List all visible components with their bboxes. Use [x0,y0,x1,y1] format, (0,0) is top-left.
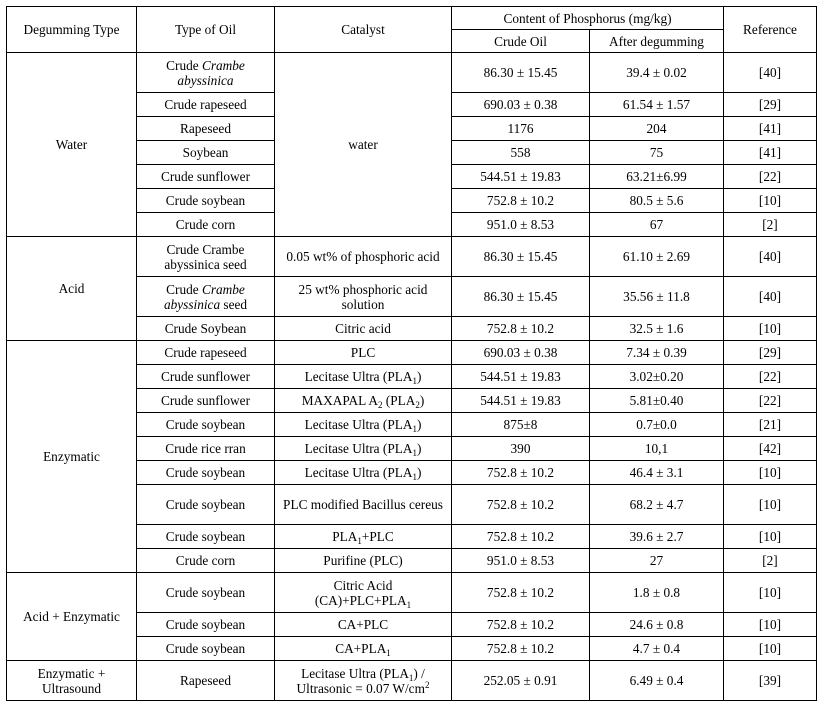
crude-cell: 1176 [452,117,590,141]
catalyst-text: ) [416,369,422,384]
crude-cell: 690.03 ± 0.38 [452,341,590,365]
catalyst-text: PLA [332,529,358,544]
oil-text: Crude [166,281,202,297]
crude-cell: 752.8 ± 10.2 [452,461,590,485]
catalyst-text: Lecitase Ultra (PLA [304,369,413,384]
catalyst-subscript: 1 [408,672,414,683]
oil-italic-text: Crambe abyssinica [163,281,245,312]
after-cell: 61.10 ± 2.69 [590,237,724,277]
catalyst-subscript: 1 [406,599,412,610]
oil-cell: Crude soybean [137,525,275,549]
header-crude-oil: Crude Oil [452,30,590,53]
oil-italic-text: Crambe abyssinica [177,57,245,88]
ref-cell: [22] [724,165,817,189]
table-row [7,661,817,701]
group-text: Enzymatic + [37,665,106,681]
ref-cell: [10] [724,461,817,485]
ref-cell: [10] [724,189,817,213]
ref-cell: [10] [724,637,817,661]
crude-cell: 752.8 ± 10.2 [452,637,590,661]
catalyst-text: Citric Acid [333,577,393,593]
after-cell: 67 [590,213,724,237]
after-cell: 4.7 ± 0.4 [590,637,724,661]
catalyst-cell [275,365,452,389]
catalyst-cell: Citric acid [275,317,452,341]
group-water: Water [7,53,137,237]
ref-cell: [40] [724,53,817,93]
oil-text: seed [220,296,248,312]
catalyst-text: MAXAPAL A [301,393,378,408]
catalyst-text: ) [416,417,422,432]
crude-cell: 252.05 ± 0.91 [452,661,590,701]
catalyst-text: Ultrasonic = 0.07 W/cm [296,680,425,696]
ref-cell: [41] [724,141,817,165]
catalyst-text: +PLC [361,529,394,544]
crude-cell: 951.0 ± 8.53 [452,213,590,237]
after-cell: 39.6 ± 2.7 [590,525,724,549]
oil-cell: Crude corn [137,213,275,237]
catalyst-cell [275,461,452,485]
group-text: Ultrasound [41,680,102,696]
after-cell: 32.5 ± 1.6 [590,317,724,341]
ref-cell: [39] [724,661,817,701]
crude-cell: 752.8 ± 10.2 [452,573,590,613]
catalyst-subscript: 1 [357,536,362,546]
ref-cell: [22] [724,365,817,389]
after-cell: 6.49 ± 0.4 [590,661,724,701]
ref-cell: [2] [724,549,817,573]
oil-cell: Crude soybean [137,485,275,525]
group-enzymatic: Enzymatic [7,341,137,573]
catalyst-cell [275,637,452,661]
catalyst-subscript: 1 [412,472,417,482]
ref-cell: [40] [724,237,817,277]
catalyst-cell: CA+PLC [275,613,452,637]
catalyst-cell [275,413,452,437]
catalyst-text: (CA)+PLC+PLA [314,592,407,608]
oil-cell [137,277,275,317]
oil-cell: Crude rapeseed [137,93,275,117]
after-cell: 7.34 ± 0.39 [590,341,724,365]
catalyst-text: ) [416,441,422,456]
catalyst-cell [275,661,452,701]
group-acid-enzymatic: Acid + Enzymatic [7,573,137,661]
oil-text: Crude [166,57,202,73]
ref-cell: [42] [724,437,817,461]
crude-cell: 752.8 ± 10.2 [452,485,590,525]
oil-cell: Crude sunflower [137,365,275,389]
phosphorus-table [6,6,817,701]
catalyst-text: Lecitase Ultra (PLA [304,441,413,456]
crude-cell: 86.30 ± 15.45 [452,53,590,93]
after-cell: 35.56 ± 11.8 [590,277,724,317]
header-after: After degumming [590,30,724,53]
oil-cell: Crude soybean [137,461,275,485]
crude-cell: 752.8 ± 10.2 [452,189,590,213]
oil-cell: Crude soybean [137,613,275,637]
header-degumming-type: Degumming Type [7,7,137,53]
catalyst-cell [275,389,452,413]
after-cell: 5.81±0.40 [590,389,724,413]
ref-cell: [29] [724,93,817,117]
header-content: Content of Phosphorus (mg/kg) [452,7,724,30]
crude-cell: 390 [452,437,590,461]
catalyst-text: ) / [413,665,425,681]
oil-cell: Crude corn [137,549,275,573]
catalyst-subscript: 1 [412,376,417,386]
ref-cell: [22] [724,389,817,413]
after-cell: 75 [590,141,724,165]
catalyst-text: CA+PLA [335,641,387,656]
after-cell: 0.7±0.0 [590,413,724,437]
catalyst-text: ) [416,465,422,480]
crude-cell: 690.03 ± 0.38 [452,93,590,117]
ref-cell: [10] [724,485,817,525]
group-enzymatic-ultrasound [7,661,137,701]
crude-cell: 752.8 ± 10.2 [452,613,590,637]
oil-cell: Crude Crambe abyssinica seed [137,237,275,277]
table-row [7,573,817,613]
oil-cell: Crude sunflower [137,389,275,413]
catalyst-subscript: 1 [412,448,417,458]
after-cell: 63.21±6.99 [590,165,724,189]
after-cell: 3.02±0.20 [590,365,724,389]
crude-cell: 558 [452,141,590,165]
after-cell: 204 [590,117,724,141]
oil-cell: Crude rapeseed [137,341,275,365]
oil-cell: Soybean [137,141,275,165]
header-type-of-oil: Type of Oil [137,7,275,53]
ref-cell: [10] [724,525,817,549]
after-cell: 80.5 ± 5.6 [590,189,724,213]
group-acid: Acid [7,237,137,341]
catalyst-text: Lecitase Ultra (PLA [301,665,409,681]
catalyst-cell: PLC modified Bacillus cereus [275,485,452,525]
catalyst-cell [275,437,452,461]
oil-cell: Crude soybean [137,413,275,437]
after-cell: 39.4 ± 0.02 [590,53,724,93]
crude-cell: 752.8 ± 10.2 [452,317,590,341]
ref-cell: [10] [724,317,817,341]
oil-cell: Crude soybean [137,573,275,613]
header-reference: Reference [724,7,817,53]
ref-cell: [40] [724,277,817,317]
catalyst-subscript: 2 [415,400,420,410]
catalyst-cell [275,573,452,613]
oil-cell: Crude soybean [137,637,275,661]
catalyst-cell [275,525,452,549]
catalyst-text: (PLA [382,393,416,408]
after-cell: 10,1 [590,437,724,461]
oil-cell: Rapeseed [137,661,275,701]
ref-cell: [10] [724,613,817,637]
ref-cell: [29] [724,341,817,365]
after-cell: 68.2 ± 4.7 [590,485,724,525]
table-row [7,341,817,365]
catalyst-subscript: 2 [377,400,383,410]
catalyst-water: water [275,53,452,237]
after-cell: 46.4 ± 3.1 [590,461,724,485]
oil-cell: Rapeseed [137,117,275,141]
oil-cell [137,53,275,93]
crude-cell: 544.51 ± 19.83 [452,165,590,189]
oil-cell: Crude soybean [137,189,275,213]
catalyst-cell: 0.05 wt% of phosphoric acid [275,237,452,277]
crude-cell: 544.51 ± 19.83 [452,389,590,413]
ref-cell: [41] [724,117,817,141]
table-row [7,237,817,277]
catalyst-cell: Purifine (PLC) [275,549,452,573]
after-cell: 24.6 ± 0.8 [590,613,724,637]
catalyst-superscript: 2 [424,679,430,690]
ref-cell: [2] [724,213,817,237]
catalyst-text: ) [419,393,425,408]
crude-cell: 544.51 ± 19.83 [452,365,590,389]
crude-cell: 86.30 ± 15.45 [452,277,590,317]
catalyst-subscript: 1 [386,648,391,658]
after-cell: 27 [590,549,724,573]
crude-cell: 752.8 ± 10.2 [452,525,590,549]
oil-cell: Crude Soybean [137,317,275,341]
ref-cell: [21] [724,413,817,437]
catalyst-text: Lecitase Ultra (PLA [304,417,413,432]
crude-cell: 951.0 ± 8.53 [452,549,590,573]
header-row [7,7,817,30]
oil-cell: Crude rice rran [137,437,275,461]
ref-cell: [10] [724,573,817,613]
catalyst-text: Lecitase Ultra (PLA [304,465,413,480]
table-row [7,53,817,93]
crude-cell: 875±8 [452,413,590,437]
after-cell: 1.8 ± 0.8 [590,573,724,613]
header-catalyst: Catalyst [275,7,452,53]
catalyst-cell: 25 wt% phosphoric acid solution [275,277,452,317]
catalyst-subscript: 1 [412,424,417,434]
catalyst-cell: PLC [275,341,452,365]
after-cell: 61.54 ± 1.57 [590,93,724,117]
oil-cell: Crude sunflower [137,165,275,189]
crude-cell: 86.30 ± 15.45 [452,237,590,277]
